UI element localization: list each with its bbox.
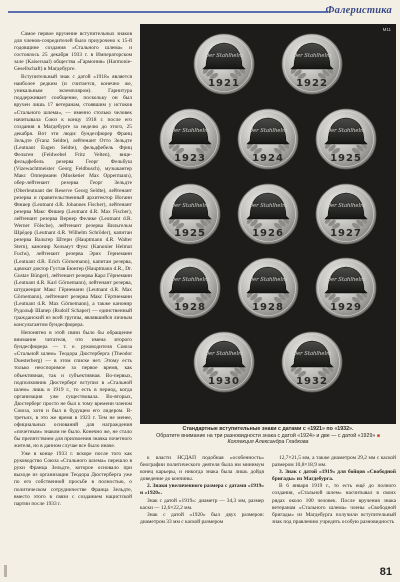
badges-illustration	[140, 24, 396, 424]
paragraph: Знак с датой «1920» был двух размеров: диаметром 33 мм с каской размером	[140, 511, 264, 525]
header-rule	[8, 11, 328, 13]
running-header	[0, 0, 400, 22]
caption-credit: Коллекция Александра Гладкова	[227, 439, 309, 446]
badge-motto: Der Stahlhelm	[170, 128, 210, 134]
badge-motto: Der Stahlhelm	[326, 203, 366, 209]
section-heading: 2. Знаки увеличенного размера с датами «1919» и «1920».	[140, 483, 264, 497]
paragraph: 12,7×21,5 мм, а также диаметром 29,2 мм с каской размером 10,8×18,9 мм.	[272, 455, 396, 469]
section-title: Фалеристика	[325, 5, 392, 16]
caption-note-text: Обратите внимание на три разновидности знака с датой «1924» и две — с датой «1929»	[156, 432, 376, 439]
paragraph: Уже в конце 1933 г. вскоре после того как руководство Союза «Стального шлема» перешло в руки Франца Зельдте, которое основало при выходе из организации Теодора Дюстерберга уже по его собственной просьбе в полностью, о политическом сотрудничестве Франца Зельдте, вместо этого в связи с созданием нацистской партии после 1933 г.	[14, 451, 132, 507]
badge-motto: Der Stahlhelm	[292, 351, 332, 357]
badge-year: 1926	[252, 228, 284, 239]
badge-year: 1922	[296, 78, 328, 89]
badge-year: 1923	[174, 153, 206, 164]
badge-year: 1932	[296, 376, 328, 387]
badge	[160, 184, 220, 244]
badge	[282, 34, 342, 94]
badge-motto: Der Stahlhelm	[170, 277, 210, 283]
badge	[238, 109, 298, 169]
left-text-column	[14, 31, 132, 576]
badge-collection-photo	[140, 24, 396, 424]
badge-motto: Der Stahlhelm	[248, 277, 288, 283]
badge	[282, 332, 342, 392]
caption-title: Стандартные вступительные знаки с датами с «1921» по «1932».	[182, 426, 354, 432]
badge	[316, 258, 376, 318]
photo-tag: М11	[382, 27, 391, 32]
middle-text-column	[140, 455, 264, 565]
badge-year: 1930	[208, 376, 240, 387]
badge-motto: Der Stahlhelm	[248, 128, 288, 134]
caption-note	[140, 433, 396, 440]
badge	[160, 258, 220, 318]
paragraph: Самое первое вручение вступительных знаков для членов-сочредителей было приурочено к 15-й годовщине создания «Стального шлема» и состоялось 25 декабря 1933 г. в Императорском зале (Kaisersaal) общества «Гармония» (Harmonie-Gesellschaft) в Магдебурге.	[14, 31, 132, 73]
margin-mark	[4, 565, 7, 577]
badge-year: 1928	[252, 302, 284, 313]
badge-year: 1921	[208, 78, 240, 89]
badge-motto: Der Stahlhelm	[204, 351, 244, 357]
badge-year: 1925	[174, 228, 206, 239]
badge	[316, 109, 376, 169]
badge-motto: Der Stahlhelm	[292, 53, 332, 59]
badge-motto: Der Stahlhelm	[170, 203, 210, 209]
badge	[160, 109, 220, 169]
badge-year: 1924	[252, 153, 284, 164]
photo-caption	[140, 426, 396, 446]
paragraph: Знак с датой «1919»: диаметр — 34,3 мм, размер каски — 12,6×22,2 мм.	[140, 497, 264, 511]
right-text-column	[272, 455, 396, 565]
badge-year: 1929	[330, 302, 362, 313]
paragraph: Непонятно в этой связи было бы обращение внимание читателя, что имена второго бундесфюрера — т. е. руководителя Союза «Стальной шлем» Теодора Дюстерберга (Theodor Duesterberg) — в этом списке нет. Этому есть только неоспоримое за первое время, как объективная, так и субъективная. Во-первых, подполковник Дюстерберг вступил в «Стальной шлем» лишь в 1919 г., то есть в период, когда организация уже существовала. Во-вторых, Дюстерберг просто не был к тому времени членом Союза, хотя и был в будущем его лидером. В-третьих, в это же время в 1923 г. Тем не менее, официальных оснований для награждения «почетным» знаком не было. Конечно же, не стало бы препятствием для присвоения значка почетного жителя, но в данном случае все было иначе.	[14, 329, 132, 450]
page-number: 81	[379, 566, 392, 578]
badge	[238, 184, 298, 244]
badge-year: 1927	[330, 228, 362, 239]
badge-motto: Der Stahlhelm	[326, 277, 366, 283]
badge	[194, 34, 254, 94]
paragraph: к власти НСДАП подобная «особенность» биографии политического деятеля была им минимум конец карьеры, и никогда знака была лишь дойдя доведение до кончины.	[140, 455, 264, 483]
badge-motto: Der Stahlhelm	[326, 128, 366, 134]
paragraph: Вступительный знак с датой «1918» является наиболее редким (и считается, конечно же, уникальным экземпляром). Гарнитура поддерживает сообщение, поскольку он был вручен лишь 17 ветеранам, стоявшим у истоков «Стального шлема», — именно столько человек начитывала Союз к концу 1918 г. после его создания в Магдебурге за неделю до этого, 25 декабря. Вот эти люди: бундесфюрер Франц Зельдте (Franz Seldte), лейтенант Отто Зельдте (Leutnant Eugen Seldte), фельдфебель Фриц Фельтен (Feldwebel Fritz Velten), вице-фельдфебель резерва Георг Фельбуш (Vizewachtmeister Georg Feldbusch), музыкантер Макс Опперманн (Musketier Max Oppermann), обер-лейтенант резерва Георг Зельдте (Oberleutnant der Reserve Georg Seldte), лейтенант резерва и правительственный архитектор Иоганн Фишер (Leutnant d.R. Johannes Fischer), лейтенант резерва Макс Фишер (Leutnant d.R. Max Fischer), лейтенант резерва Вернер Фелике (Leutnant d.R. Werner Fölsche), лейтенант резерва Вильгельм Шрёдер (Leutnant d.R. Wilhelm Schröder), капитан резерва Вальтер Штерн (Hauptmann d.R. Walter Stern), канонир Хельмут Фукс (Kanonier Helmut Fuchs), лейтенант резерва Эрих Гернеманн (Leutnant d.R. Erich Görnemann), капитан резерва, адвокат доктор Густав Бюнгер (Hauptmann d.R., Dr. Gustav Bünger), лейтенант резерва Карл Гёрнеманн (Leutnant d.R. Karl Görnemann), лейтенант резерва, штудиенрат Макс Гёрнеманн (Leutnant d.R. Max Görnemann), лейтенант резерва Макс Гёртнеманн (Leutnant d.R. Max Görnemann), а также канонир Рудольф Шапер (Rudolf Schaper) — единственный гражданский из всей группы, являвшийся личным консультантом бундесфюрера.	[14, 74, 132, 329]
caption-end-marker: ■	[376, 432, 380, 439]
badge	[316, 184, 376, 244]
badge-motto: Der Stahlhelm	[204, 53, 244, 59]
badge-motto: Der Stahlhelm	[248, 203, 288, 209]
paragraph: В 6 января 1919 г., то есть ещё до полного создания, «Стальной шлем» насчитывал в своих рядах около 100 человек. После вручения знака ветеранам «Стального шлема» члены «Свободной бригады» из Магдебурга получили вступительный знак под правлению учредить особую разновидность	[272, 483, 396, 525]
badge	[194, 332, 254, 392]
badge	[238, 258, 298, 318]
badge-year: 1928	[174, 302, 206, 313]
section-heading: 3. Знак с датой «1919» для бойцов «Свободной бригады» из Магдебурга.	[272, 469, 396, 483]
badge-year: 1925	[330, 153, 362, 164]
